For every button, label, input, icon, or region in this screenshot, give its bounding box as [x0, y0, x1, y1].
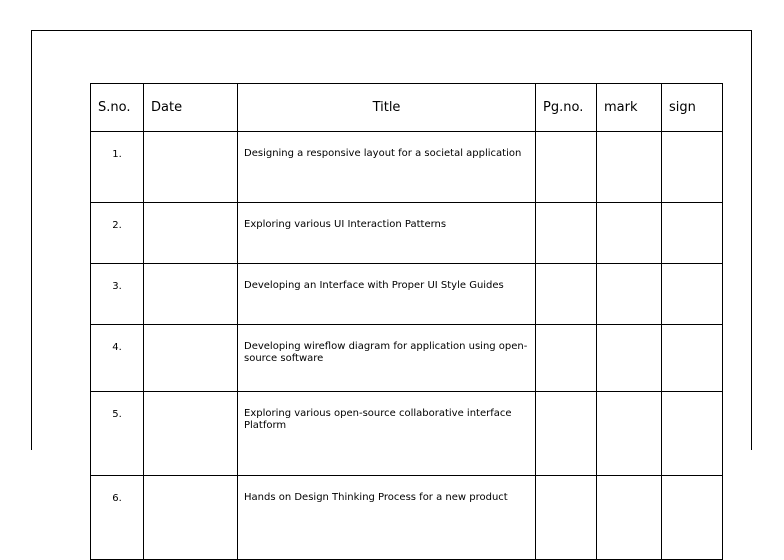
cell-pgno	[536, 392, 597, 476]
header-title: Title	[238, 84, 536, 132]
header-sno: S.no.	[91, 84, 144, 132]
cell-pgno	[536, 264, 597, 325]
cell-title: Exploring various open-source collaborative interface Platform	[238, 392, 536, 476]
cell-sign	[662, 264, 723, 325]
cell-sign	[662, 325, 723, 392]
cell-mark	[597, 392, 662, 476]
cell-sign	[662, 476, 723, 560]
header-date: Date	[144, 84, 238, 132]
cell-pgno	[536, 132, 597, 203]
cell-pgno	[536, 325, 597, 392]
cell-mark	[597, 132, 662, 203]
table-row	[91, 325, 723, 392]
cell-mark	[597, 476, 662, 560]
cell-sign	[662, 392, 723, 476]
header-sign: sign	[662, 84, 723, 132]
cell-sno: 4.	[91, 325, 144, 392]
cell-date	[144, 476, 238, 560]
header-mark: mark	[597, 84, 662, 132]
cell-sno: 5.	[91, 392, 144, 476]
cell-mark	[597, 325, 662, 392]
cell-date	[144, 264, 238, 325]
cell-sno: 2.	[91, 203, 144, 264]
table-header-row	[91, 84, 723, 132]
cell-title: Developing an Interface with Proper UI Style Guides	[238, 264, 536, 325]
cell-date	[144, 132, 238, 203]
table-row	[91, 476, 723, 560]
cell-date	[144, 203, 238, 264]
cell-title: Designing a responsive layout for a societal application	[238, 132, 536, 203]
cell-pgno	[536, 476, 597, 560]
cell-sign	[662, 203, 723, 264]
cell-date	[144, 392, 238, 476]
table-row	[91, 203, 723, 264]
header-pgno: Pg.no.	[536, 84, 597, 132]
cell-sign	[662, 132, 723, 203]
cell-mark	[597, 264, 662, 325]
table-row	[91, 392, 723, 476]
cell-title: Hands on Design Thinking Process for a new product	[238, 476, 536, 560]
cell-sno: 3.	[91, 264, 144, 325]
cell-title: Exploring various UI Interaction Patterns	[238, 203, 536, 264]
cell-sno: 1.	[91, 132, 144, 203]
cell-pgno	[536, 203, 597, 264]
table-row	[91, 264, 723, 325]
index-table	[90, 83, 723, 560]
cell-sno: 6.	[91, 476, 144, 560]
cell-title: Developing wireflow diagram for application using open-source software	[238, 325, 536, 392]
cell-date	[144, 325, 238, 392]
cell-mark	[597, 203, 662, 264]
table-row	[91, 132, 723, 203]
